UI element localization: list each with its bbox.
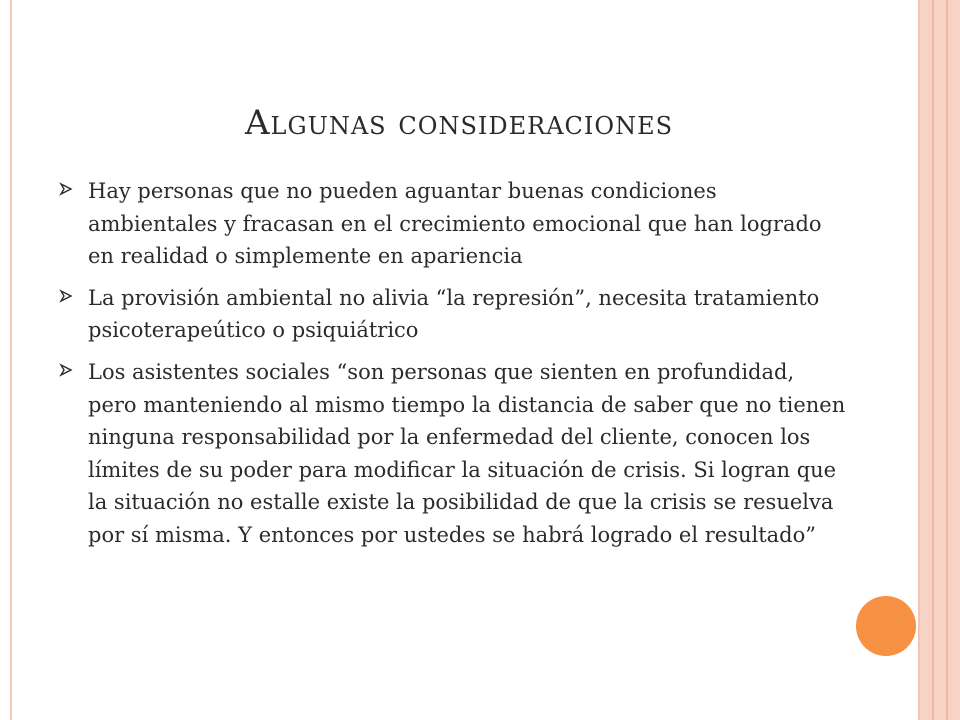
arrow-bullet-icon — [58, 362, 74, 378]
orange-circle-icon — [856, 596, 916, 656]
bullet-item — [56, 356, 846, 552]
slide-content — [56, 175, 846, 561]
bullet-text: La provisión ambiental no alivia “la represión”, necesita tratamiento psicoterapeútico o psiquiátrico — [88, 285, 820, 343]
arrow-bullet-icon — [58, 181, 74, 197]
slide-title: Algunas consideraciones — [244, 103, 674, 143]
bullet-text: Hay personas que no pueden aguantar buenas condiciones ambientales y fracasan en el crecimiento emocional que han logrado en realidad o simplemente en apariencia — [88, 179, 822, 269]
arrow-bullet-icon — [58, 288, 74, 304]
bullet-text: Los asistentes sociales “son personas que sienten en profundidad, pero manteniendo al mismo tiempo la distancia de saber que no tienen ninguna responsabilidad por la enfermedad del cliente, conocen los límites de su poder para modificar la situación de crisis. Si logran que la situación no estalle existe la posibilidad de que la crisis se resuelva por sí misma. Y entonces por ustedes se habrá logrado el resultado” — [88, 359, 846, 547]
right-decorative-band — [920, 0, 960, 720]
bullet-item — [56, 175, 846, 273]
right-band-stripe — [946, 0, 948, 720]
right-band-stripe — [932, 0, 934, 720]
bullet-item — [56, 282, 846, 347]
